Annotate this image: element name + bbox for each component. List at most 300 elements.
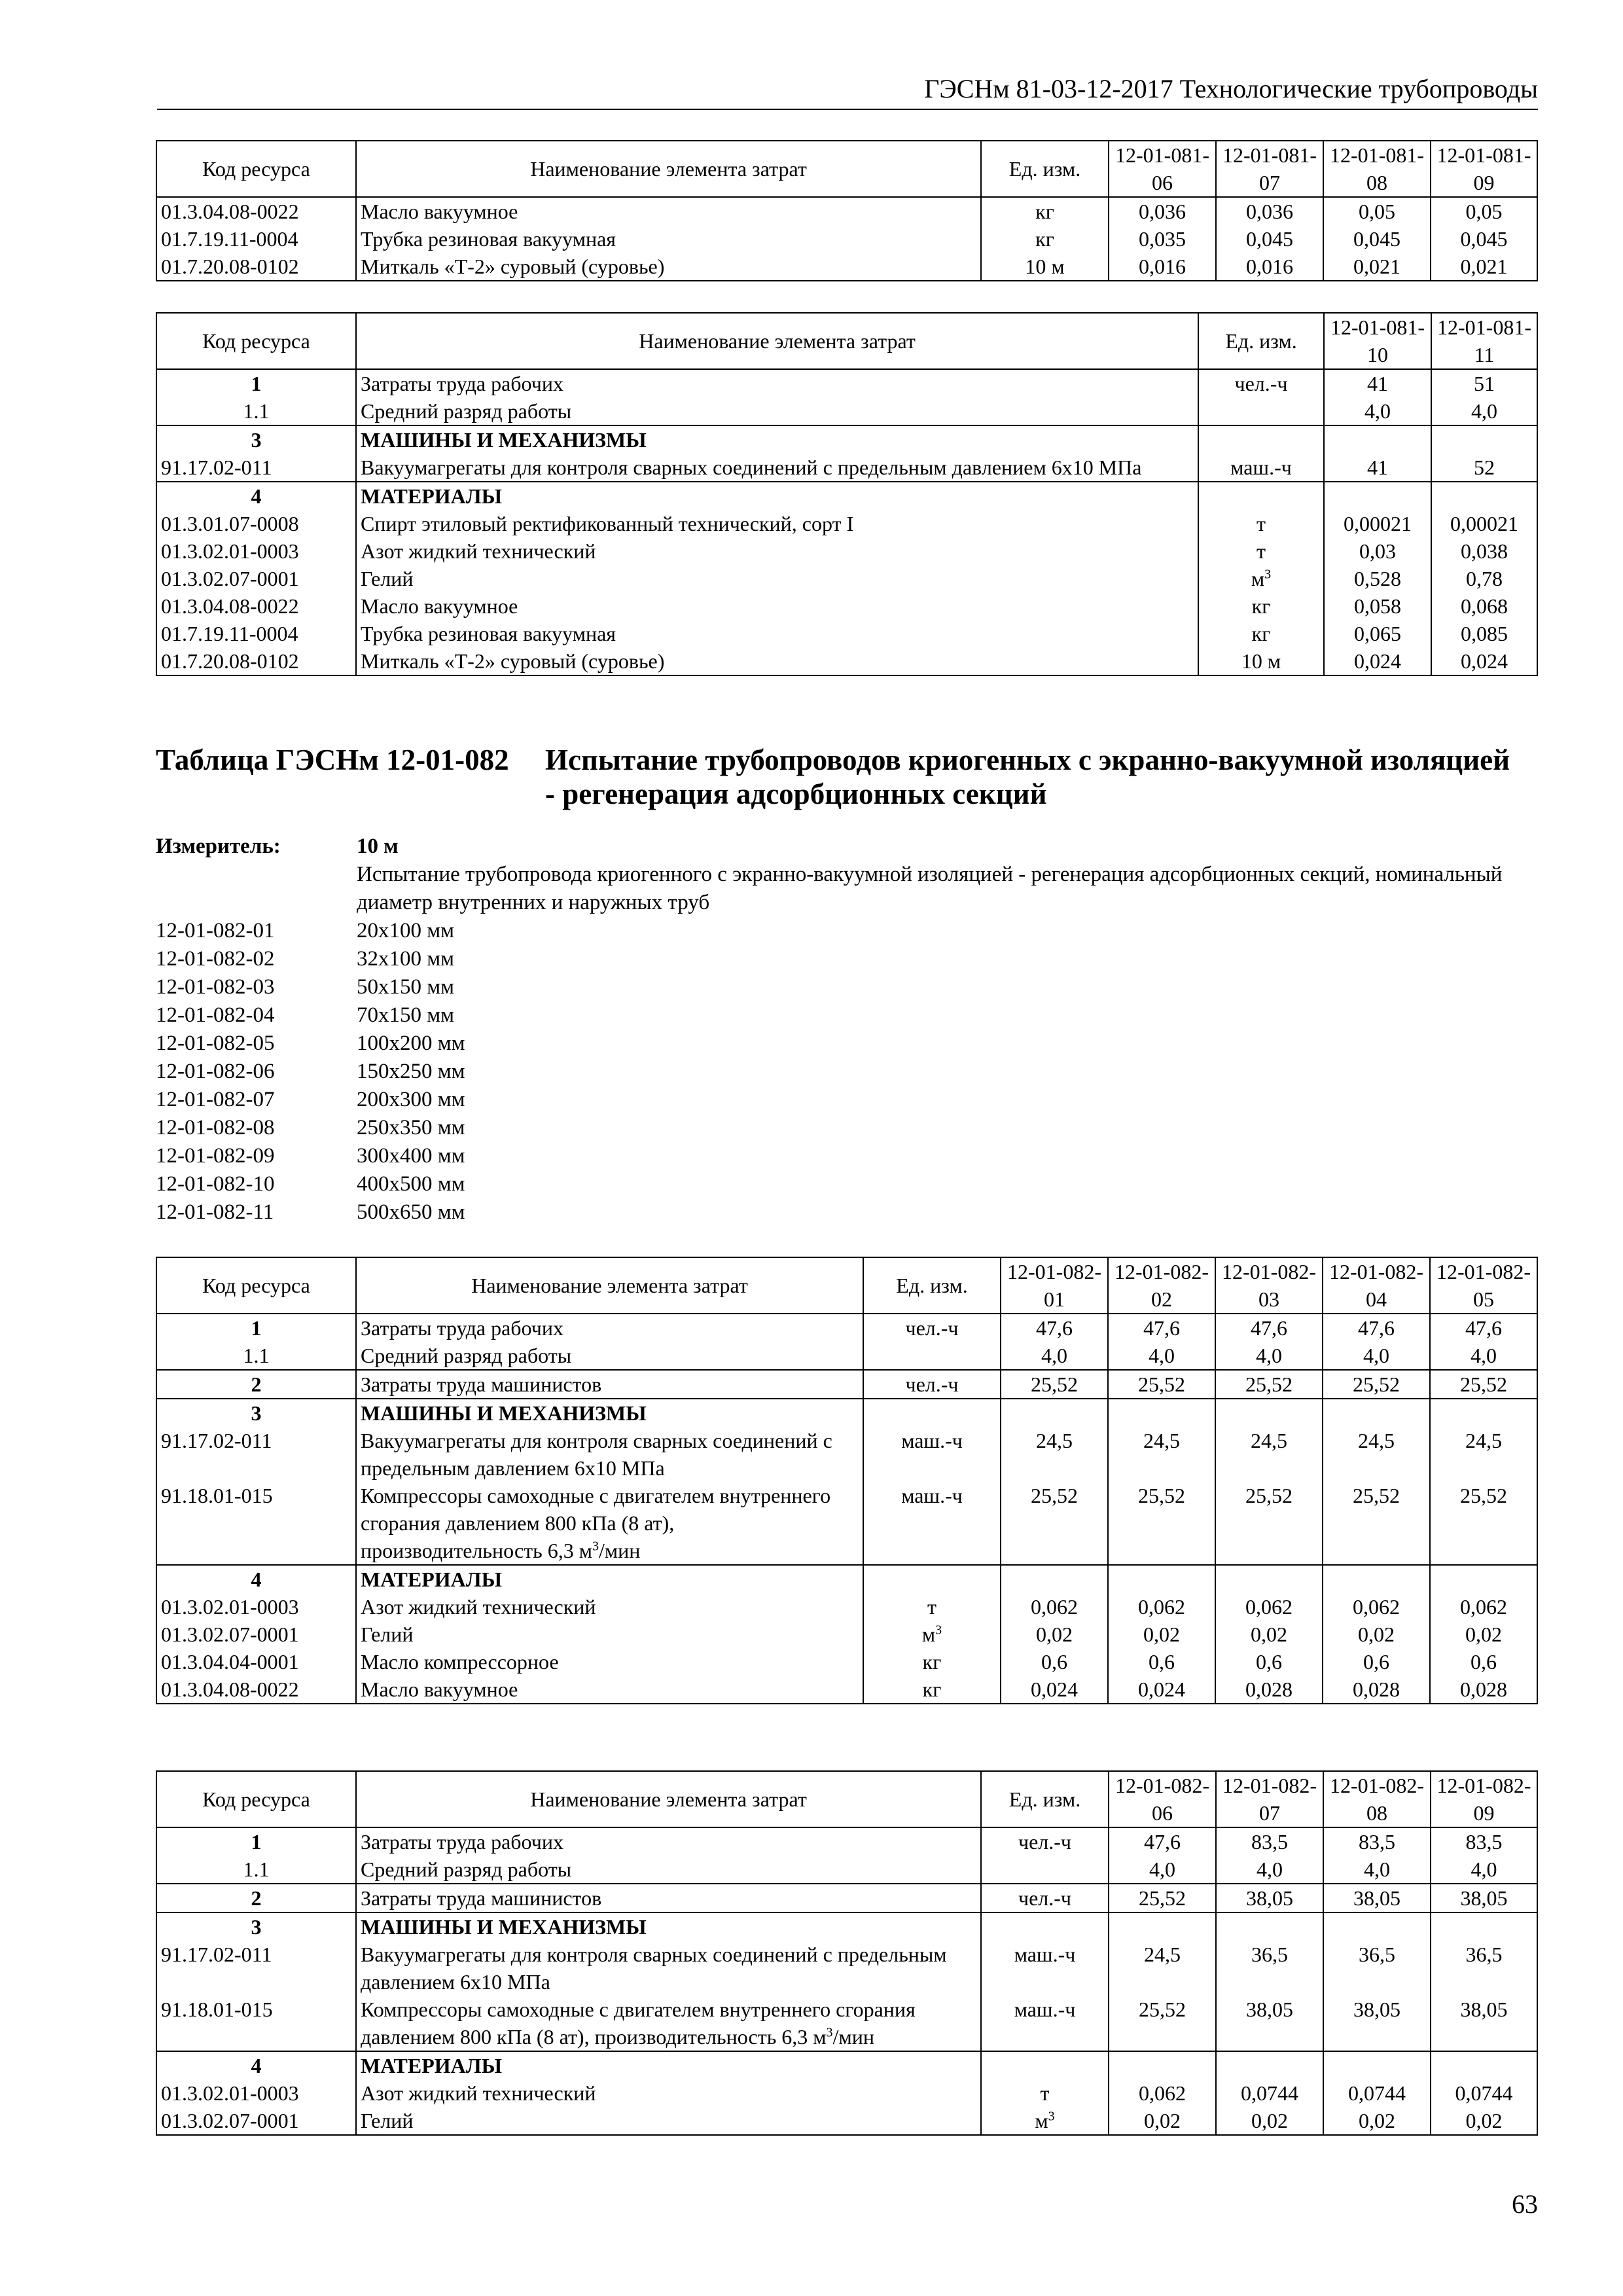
col-header-norm: 12-01-081-09 — [1431, 141, 1537, 197]
superscript: 3 — [1264, 567, 1272, 582]
resource-name: Азот жидкий технический — [356, 537, 1198, 565]
table-row — [156, 620, 1537, 647]
item-code: 12-01-082-03 — [156, 975, 275, 999]
table-row — [156, 454, 1537, 482]
norm-value: 0,058 — [1324, 592, 1431, 620]
resource-unit — [863, 1621, 1001, 1648]
table-row — [156, 1482, 1537, 1565]
norm-value: 0,00021 — [1431, 510, 1537, 537]
norm-value: 0,062 — [1323, 1593, 1430, 1621]
list-item — [156, 917, 1530, 945]
item-size: 250х350 мм — [357, 1116, 465, 1139]
col-header-norm: 12-01-082-09 — [1431, 1771, 1537, 1827]
norm-value: 24,5 — [1001, 1427, 1108, 1482]
norm-value: 36,5 — [1216, 1941, 1323, 1996]
resource-unit: маш.-ч — [981, 1941, 1109, 1996]
norm-value: 25,52 — [1430, 1482, 1537, 1565]
resource-name: Затраты труда рабочих — [356, 369, 1198, 397]
norm-value: 36,5 — [1431, 1941, 1537, 1996]
section-code: 4 — [156, 482, 356, 510]
list-item — [156, 945, 1530, 973]
table-header-row — [156, 1771, 1537, 1827]
table-row — [156, 253, 1537, 281]
col-header-norm: 12-01-082-06 — [1109, 1771, 1216, 1827]
table-row — [156, 197, 1537, 225]
col-header-unit: Ед. изм. — [981, 141, 1109, 197]
norm-value: 0,028 — [1215, 1676, 1323, 1704]
col-header-unit: Ед. изм. — [1198, 313, 1324, 369]
section-title: МАТЕРИАЛЫ — [356, 482, 1198, 510]
norm-value: 0,6 — [1215, 1648, 1323, 1676]
table-row — [156, 1941, 1537, 1996]
resource-code: 1.1 — [156, 397, 356, 425]
resource-unit: чел.-ч — [981, 1884, 1109, 1912]
resource-code: 1 — [156, 1314, 356, 1342]
resource-name — [356, 1996, 981, 2051]
item-size: 500х650 мм — [357, 1200, 465, 1224]
measure-block — [156, 833, 1530, 1227]
section-code: 4 — [156, 2051, 356, 2079]
norm-value: 0,062 — [1001, 1593, 1108, 1621]
resource-name: Вакуумагрегаты для контроля сварных соединений с предельным давлением 6х10 МПа — [356, 1941, 981, 1996]
norm-value: 47,6 — [1215, 1314, 1323, 1342]
resource-code: 1 — [156, 369, 356, 397]
table-row — [156, 397, 1537, 425]
item-size: 20х100 мм — [357, 919, 455, 942]
resource-unit: 10 м — [981, 253, 1109, 281]
item-code: 12-01-082-04 — [156, 1003, 275, 1027]
section-row — [156, 482, 1537, 510]
norm-value: 0,02 — [1216, 2107, 1323, 2135]
table-header-row — [156, 141, 1537, 197]
table-row — [156, 565, 1537, 592]
table-row — [156, 1648, 1537, 1676]
resource-unit — [1198, 397, 1324, 425]
resource-unit: кг — [863, 1648, 1001, 1676]
norm-value: 4,0 — [1431, 1856, 1537, 1884]
norm-value: 0,02 — [1108, 1621, 1215, 1648]
norm-value: 0,0744 — [1216, 2079, 1323, 2107]
col-header-norm: 12-01-082-01 — [1001, 1257, 1108, 1314]
measure-value: 10 м — [357, 834, 399, 858]
list-item — [156, 1030, 1530, 1058]
resource-unit: маш.-ч — [981, 1996, 1109, 2051]
norm-value: 0,024 — [1324, 647, 1431, 675]
col-header-norm: 12-01-082-07 — [1216, 1771, 1323, 1827]
resource-code: 1.1 — [156, 1342, 356, 1370]
resource-code: 01.7.20.08-0102 — [156, 253, 356, 281]
table-row — [156, 1621, 1537, 1648]
col-header-code: Код ресурса — [156, 1257, 356, 1314]
col-header-unit: Ед. изм. — [981, 1771, 1109, 1827]
resource-unit: чел.-ч — [863, 1370, 1001, 1399]
item-code: 12-01-082-01 — [156, 919, 275, 942]
resource-code: 2 — [156, 1370, 356, 1399]
norm-value: 0,05 — [1323, 197, 1431, 225]
norm-value: 38,05 — [1431, 1884, 1537, 1912]
norm-value: 4,0 — [1323, 1856, 1431, 1884]
resource-unit: 10 м — [1198, 647, 1324, 675]
norm-value: 47,6 — [1001, 1314, 1108, 1342]
table-row — [156, 2107, 1537, 2135]
page-number: 63 — [1512, 2189, 1538, 2219]
norm-value: 25,52 — [1430, 1370, 1537, 1399]
list-item — [156, 1086, 1530, 1114]
norm-value: 38,05 — [1323, 1884, 1431, 1912]
norm-value: 4,0 — [1431, 397, 1537, 425]
norm-value: 51 — [1431, 369, 1537, 397]
norm-value: 24,5 — [1323, 1427, 1430, 1482]
unit-text: м — [921, 1623, 936, 1646]
running-header: ГЭСНм 81-03-12-2017 Технологические трубопроводы — [157, 75, 1538, 110]
resource-code: 01.3.02.07-0001 — [156, 565, 356, 592]
resource-unit: кг — [863, 1676, 1001, 1704]
norm-value: 0,02 — [1323, 1621, 1430, 1648]
resource-unit: т — [981, 2079, 1109, 2107]
resource-name: Трубка резиновая вакуумная — [356, 225, 981, 253]
name-text: Компрессоры самоходные с двигателем внутреннего сгорания давлением 800 кПа (8 ат), производительность 6,3 м — [361, 1998, 916, 2049]
table-heading: Испытание трубопроводов криогенных с экранно-вакуумной изоляцией - регенерация адсорбционных секций — [545, 744, 1510, 810]
norm-value: 4,0 — [1216, 1856, 1323, 1884]
table-row — [156, 1342, 1537, 1370]
table-row — [156, 592, 1537, 620]
col-header-norm: 12-01-081-07 — [1216, 141, 1323, 197]
section-code: 3 — [156, 1399, 356, 1427]
norm-value: 38,05 — [1431, 1996, 1537, 2051]
norm-value: 0,6 — [1323, 1648, 1430, 1676]
item-size: 200х300 мм — [357, 1088, 465, 1111]
table-row — [156, 1676, 1537, 1704]
section-code: 3 — [156, 1912, 356, 1941]
section-code: 4 — [156, 1565, 356, 1593]
table-row — [156, 1370, 1537, 1399]
norm-value: 0,03 — [1324, 537, 1431, 565]
table-row — [156, 647, 1537, 675]
col-header-name: Наименование элемента затрат — [356, 313, 1198, 369]
norm-value: 0,6 — [1001, 1648, 1108, 1676]
resource-code: 01.3.04.08-0022 — [156, 1676, 356, 1704]
norm-value: 25,52 — [1215, 1482, 1323, 1565]
section-row — [156, 1565, 1537, 1593]
list-item — [156, 1058, 1530, 1086]
norm-value: 0,02 — [1431, 2107, 1537, 2135]
item-code: 12-01-082-07 — [156, 1088, 275, 1111]
list-item — [156, 973, 1530, 1001]
item-size: 150х250 мм — [357, 1060, 465, 1083]
norm-value: 0,036 — [1216, 197, 1323, 225]
item-code: 12-01-082-10 — [156, 1172, 275, 1196]
resource-unit: кг — [1198, 592, 1324, 620]
resource-unit: кг — [981, 225, 1109, 253]
col-header-norm: 12-01-082-03 — [1215, 1257, 1323, 1314]
resource-code: 01.3.04.08-0022 — [156, 592, 356, 620]
norm-value: 0,062 — [1430, 1593, 1537, 1621]
norm-value: 0,016 — [1216, 253, 1323, 281]
resource-name: Средний разряд работы — [356, 1856, 981, 1884]
table-label: Таблица ГЭСНм 12-01-082 — [156, 744, 509, 776]
norm-value: 0,02 — [1215, 1621, 1323, 1648]
resource-unit: чел.-ч — [863, 1314, 1001, 1342]
resource-unit: чел.-ч — [981, 1827, 1109, 1856]
col-header-norm: 12-01-082-08 — [1323, 1771, 1431, 1827]
item-size: 100х200 мм — [357, 1031, 465, 1055]
resource-unit — [981, 1856, 1109, 1884]
section-row — [156, 1399, 1537, 1427]
resource-name: Масло компрессорное — [356, 1648, 863, 1676]
resource-name: Вакуумагрегаты для контроля сварных соединений с предельным давлением 6х10 МПа — [356, 1427, 863, 1482]
resource-unit: маш.-ч — [1198, 454, 1324, 482]
resource-code: 01.3.04.08-0022 — [156, 197, 356, 225]
col-header-name: Наименование элемента затрат — [356, 1771, 981, 1827]
norm-value: 0,085 — [1431, 620, 1537, 647]
table-header-row — [156, 313, 1537, 369]
list-item — [156, 1170, 1530, 1198]
norm-value: 25,52 — [1323, 1370, 1430, 1399]
norm-value: 38,05 — [1216, 1884, 1323, 1912]
col-header-norm: 12-01-081-10 — [1324, 313, 1431, 369]
section-title: МАШИНЫ И МЕХАНИЗМЫ — [356, 1399, 863, 1427]
norm-value: 25,52 — [1108, 1370, 1215, 1399]
norm-value: 25,52 — [1108, 1482, 1215, 1565]
norm-value: 0,045 — [1323, 225, 1431, 253]
norm-value: 0,028 — [1323, 1676, 1430, 1704]
list-item — [156, 1114, 1530, 1142]
table-row — [156, 1827, 1537, 1856]
measure-row — [156, 833, 1530, 861]
col-header-norm: 12-01-081-06 — [1109, 141, 1216, 197]
resource-unit: т — [1198, 537, 1324, 565]
resource-name: Азот жидкий технический — [356, 1593, 863, 1621]
section-code: 3 — [156, 425, 356, 454]
resource-code: 01.7.20.08-0102 — [156, 647, 356, 675]
resource-name: Затраты труда машинистов — [356, 1370, 863, 1399]
resource-table-081-10-11 — [156, 312, 1538, 676]
resource-unit: чел.-ч — [1198, 369, 1324, 397]
norm-value: 4,0 — [1430, 1342, 1537, 1370]
norm-value: 36,5 — [1323, 1941, 1431, 1996]
norm-value: 25,52 — [1109, 1884, 1216, 1912]
norm-value: 4,0 — [1001, 1342, 1108, 1370]
resource-unit: т — [863, 1593, 1001, 1621]
resource-code: 01.7.19.11-0004 — [156, 620, 356, 647]
list-item — [156, 1142, 1530, 1170]
resource-code: 01.3.02.01-0003 — [156, 537, 356, 565]
item-code: 12-01-082-05 — [156, 1031, 275, 1055]
norm-value: 0,6 — [1108, 1648, 1215, 1676]
resource-unit: т — [1198, 510, 1324, 537]
resource-name: Азот жидкий технический — [356, 2079, 981, 2107]
norm-value: 0,02 — [1323, 2107, 1431, 2135]
resource-code: 01.3.02.01-0003 — [156, 1593, 356, 1621]
resource-name: Спирт этиловый ректификованный технический, сорт I — [356, 510, 1198, 537]
norm-value: 4,0 — [1324, 397, 1431, 425]
col-header-code: Код ресурса — [156, 313, 356, 369]
table-row — [156, 1884, 1537, 1912]
resource-name — [356, 1482, 863, 1565]
resource-name: Гелий — [356, 2107, 981, 2135]
norm-value: 0,038 — [1431, 537, 1537, 565]
norm-value: 0,6 — [1430, 1648, 1537, 1676]
norm-value: 0,05 — [1431, 197, 1537, 225]
norm-value: 4,0 — [1323, 1342, 1430, 1370]
unit-text: м — [1251, 567, 1265, 590]
resource-unit — [863, 1342, 1001, 1370]
norm-value: 38,05 — [1323, 1996, 1431, 2051]
norm-value: 0,035 — [1109, 225, 1216, 253]
resource-code: 01.3.01.07-0008 — [156, 510, 356, 537]
norm-value: 0,045 — [1216, 225, 1323, 253]
norm-value: 0,062 — [1108, 1593, 1215, 1621]
table-row — [156, 1856, 1537, 1884]
col-header-unit: Ед. изм. — [863, 1257, 1001, 1314]
norm-value: 0,016 — [1109, 253, 1216, 281]
resource-code: 91.17.02-011 — [156, 454, 356, 482]
resource-code: 01.3.02.01-0003 — [156, 2079, 356, 2107]
superscript: 3 — [1048, 2109, 1055, 2124]
resource-unit: маш.-ч — [863, 1427, 1001, 1482]
norm-value: 0,528 — [1324, 565, 1431, 592]
item-size: 300х400 мм — [357, 1144, 465, 1168]
resource-code: 1 — [156, 1827, 356, 1856]
superscript: 3 — [592, 1539, 599, 1554]
resource-name: Масло вакуумное — [356, 1676, 863, 1704]
norm-value: 47,6 — [1430, 1314, 1537, 1342]
col-header-norm: 12-01-081-11 — [1431, 313, 1537, 369]
table-row — [156, 537, 1537, 565]
norm-value: 0,024 — [1108, 1676, 1215, 1704]
col-header-name: Наименование элемента затрат — [356, 1257, 863, 1314]
resource-code: 1.1 — [156, 1856, 356, 1884]
section-title: МАШИНЫ И МЕХАНИЗМЫ — [356, 425, 1198, 454]
norm-value: 25,52 — [1323, 1482, 1430, 1565]
norm-value: 0,062 — [1215, 1593, 1323, 1621]
resource-code: 01.3.02.07-0001 — [156, 2107, 356, 2135]
resource-name: Миткаль «Т-2» суровый (суровье) — [356, 253, 981, 281]
item-code: 12-01-082-02 — [156, 947, 275, 971]
section-row — [156, 425, 1537, 454]
norm-value: 0,028 — [1430, 1676, 1537, 1704]
resource-table-082-06-09 — [156, 1770, 1538, 2136]
col-header-norm: 12-01-081-08 — [1323, 141, 1431, 197]
unit-text: м — [1035, 2109, 1048, 2132]
norm-value: 83,5 — [1216, 1827, 1323, 1856]
norm-value: 47,6 — [1108, 1314, 1215, 1342]
norm-value: 0,00021 — [1324, 510, 1431, 537]
resource-name: Гелий — [356, 1621, 863, 1648]
resource-table-081-06-09 — [156, 140, 1538, 281]
item-code: 12-01-082-11 — [156, 1200, 274, 1224]
section-row — [156, 1912, 1537, 1941]
norm-value: 24,5 — [1108, 1427, 1215, 1482]
resource-name: Средний разряд работы — [356, 397, 1198, 425]
col-header-name: Наименование элемента затрат — [356, 141, 981, 197]
table-row — [156, 510, 1537, 537]
section-row — [156, 2051, 1537, 2079]
norm-value: 0,065 — [1324, 620, 1431, 647]
resource-code: 91.17.02-011 — [156, 1941, 356, 1996]
norm-value: 0,062 — [1109, 2079, 1216, 2107]
list-item — [156, 1001, 1530, 1030]
norm-value: 0,02 — [1001, 1621, 1108, 1648]
norm-value: 0,021 — [1431, 253, 1537, 281]
norm-value: 0,78 — [1431, 565, 1537, 592]
section-title: МАШИНЫ И МЕХАНИЗМЫ — [356, 1912, 981, 1941]
item-size: 70х150 мм — [357, 1003, 455, 1027]
table-row — [156, 1427, 1537, 1482]
col-header-norm: 12-01-082-02 — [1108, 1257, 1215, 1314]
norm-value: 25,52 — [1001, 1370, 1108, 1399]
resource-unit — [981, 2107, 1109, 2135]
col-header-norm: 12-01-082-04 — [1323, 1257, 1430, 1314]
name-tail: /мин — [832, 2025, 874, 2049]
resource-code: 01.3.04.04-0001 — [156, 1648, 356, 1676]
resource-unit: маш.-ч — [863, 1482, 1001, 1565]
resource-name: Средний разряд работы — [356, 1342, 863, 1370]
table-row — [156, 1593, 1537, 1621]
table-row — [156, 225, 1537, 253]
item-size: 50х150 мм — [357, 975, 455, 999]
resource-name: Вакуумагрегаты для контроля сварных соединений с предельным давлением 6х10 МПа — [356, 454, 1198, 482]
norm-value: 24,5 — [1215, 1427, 1323, 1482]
resource-unit — [1198, 565, 1324, 592]
section-title: МАТЕРИАЛЫ — [356, 2051, 981, 2079]
resource-code: 01.3.02.07-0001 — [156, 1621, 356, 1648]
resource-code: 2 — [156, 1884, 356, 1912]
table-row — [156, 2079, 1537, 2107]
resource-name: Масло вакуумное — [356, 197, 981, 225]
item-code: 12-01-082-06 — [156, 1060, 275, 1083]
measure-description: Испытание трубопровода криогенного с экранно-вакуумной изоляцией - регенерация адсорбционных секций, номинальный диаметр внутренних и наружных труб — [357, 863, 1503, 914]
norm-value: 0,02 — [1430, 1621, 1537, 1648]
list-item — [156, 1198, 1530, 1227]
resource-name: Трубка резиновая вакуумная — [356, 620, 1198, 647]
norm-value: 25,52 — [1215, 1370, 1323, 1399]
norm-value: 0,024 — [1431, 647, 1537, 675]
norm-value: 38,05 — [1216, 1996, 1323, 2051]
item-size: 400х500 мм — [357, 1172, 465, 1196]
item-size: 32х100 мм — [357, 947, 455, 971]
norm-value: 0,02 — [1109, 2107, 1216, 2135]
norm-value: 4,0 — [1215, 1342, 1323, 1370]
resource-code: 91.18.01-015 — [156, 1996, 356, 2051]
norm-value: 25,52 — [1001, 1482, 1108, 1565]
item-code: 12-01-082-09 — [156, 1144, 275, 1168]
superscript: 3 — [826, 2025, 833, 2040]
table-row — [156, 1314, 1537, 1342]
norm-value: 24,5 — [1430, 1427, 1537, 1482]
norm-value: 0,036 — [1109, 197, 1216, 225]
resource-name: Затраты труда рабочих — [356, 1827, 981, 1856]
col-header-code: Код ресурса — [156, 1771, 356, 1827]
norm-value: 0,045 — [1431, 225, 1537, 253]
resource-unit: кг — [981, 197, 1109, 225]
resource-code: 91.17.02-011 — [156, 1427, 356, 1482]
table-row — [156, 369, 1537, 397]
superscript: 3 — [935, 1623, 942, 1638]
col-header-norm: 12-01-082-05 — [1430, 1257, 1537, 1314]
resource-name: Масло вакуумное — [356, 592, 1198, 620]
resource-name: Затраты труда рабочих — [356, 1314, 863, 1342]
norm-value: 25,52 — [1109, 1996, 1216, 2051]
resource-code: 01.7.19.11-0004 — [156, 225, 356, 253]
resource-name: Затраты труда машинистов — [356, 1884, 981, 1912]
norm-value: 83,5 — [1431, 1827, 1537, 1856]
resource-table-082-01-05 — [156, 1257, 1538, 1704]
norm-value: 0,0744 — [1431, 2079, 1537, 2107]
col-header-code: Код ресурса — [156, 141, 356, 197]
measure-label: Измеритель: — [156, 834, 281, 858]
norm-value: 4,0 — [1109, 1856, 1216, 1884]
